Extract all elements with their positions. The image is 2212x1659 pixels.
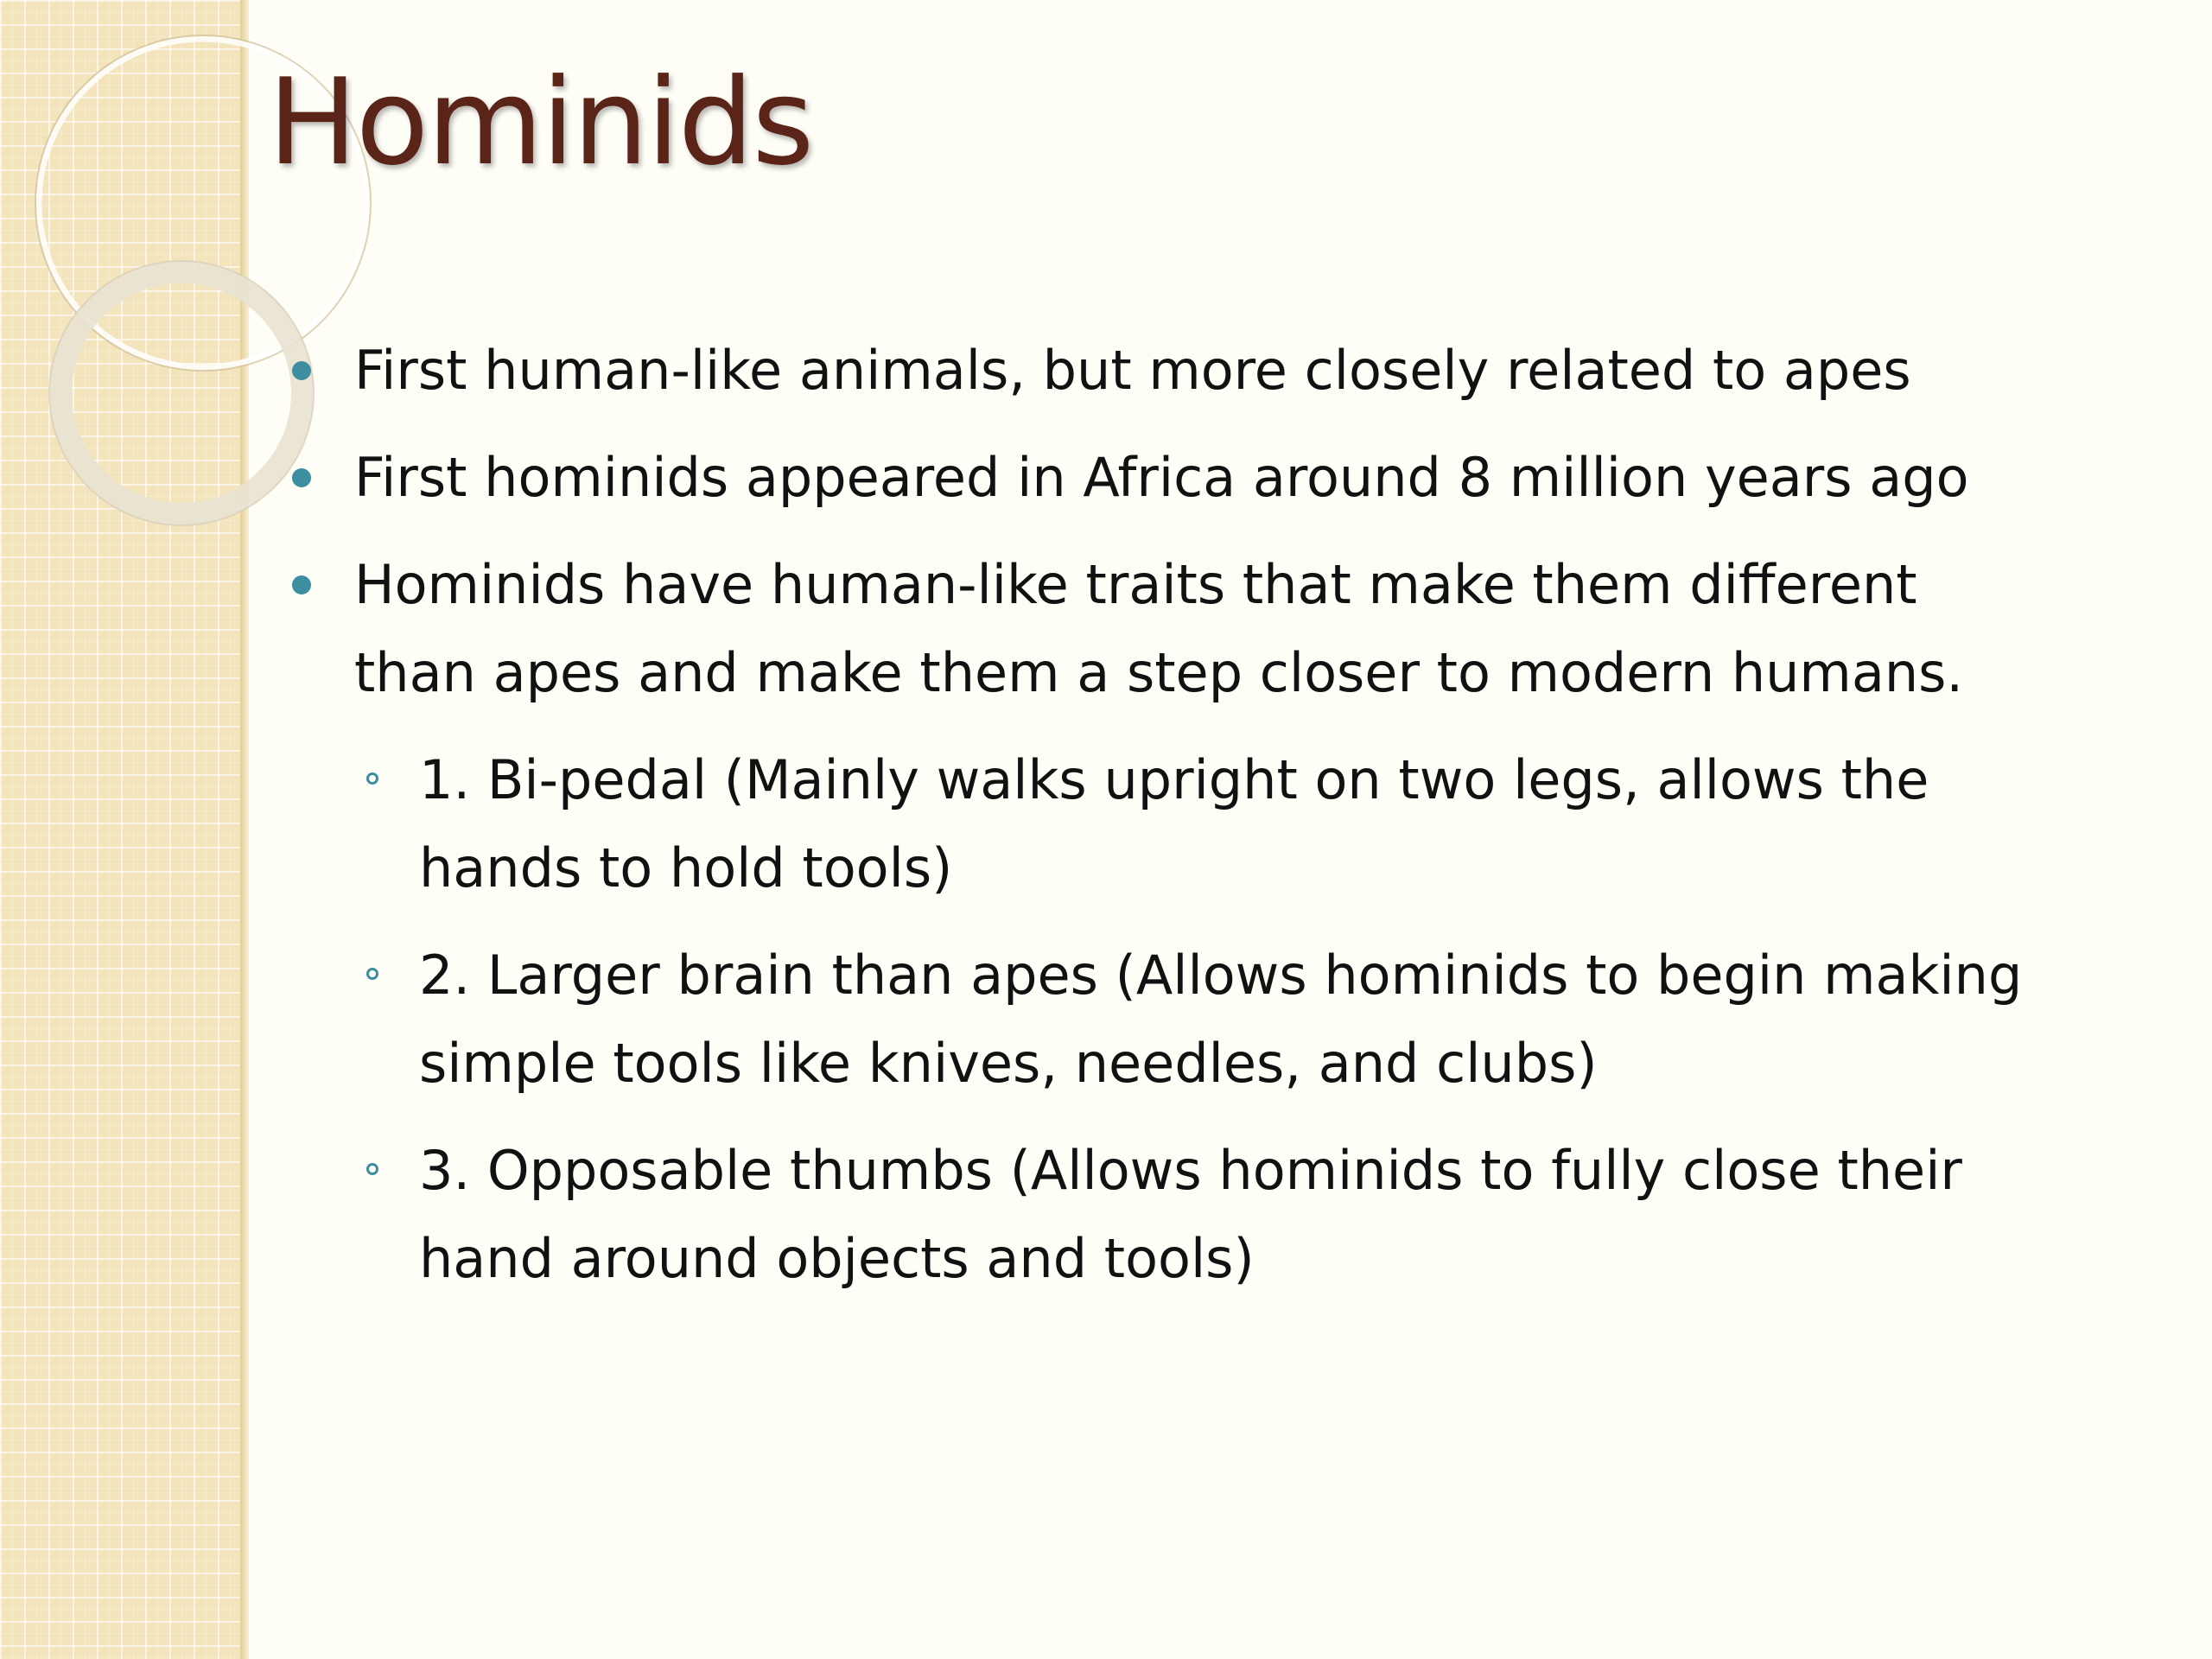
bullet-dot-icon (292, 361, 311, 380)
bullet-dot-icon (292, 468, 311, 487)
bullet-text: than apes and make them a step closer to modern humans. (354, 641, 1964, 704)
sub-bullet-text: 3. Opposable thumbs (Allows hominids to fully close their (419, 1139, 1962, 1202)
sub-bullet-text: 1. Bi-pedal (Mainly walks upright on two legs, allows the (419, 748, 1929, 811)
sidebar-edge (240, 0, 249, 1659)
slide-title: Hominids (268, 53, 813, 192)
bullet-text: First hominids appeared in Africa around 8 million years ago (354, 446, 1969, 509)
bullet-ring-icon (366, 968, 378, 980)
bullet-text: First human-like animals, but more closely related to apes (354, 339, 1911, 402)
sub-bullet-text: simple tools like knives, needles, and clubs) (419, 1032, 1598, 1095)
sub-bullet-text: 2. Larger brain than apes (Allows hominids to begin making (419, 944, 2023, 1007)
bullet-ring-icon (366, 772, 378, 785)
bullet-list (285, 327, 2186, 1322)
sub-bullet-item (285, 931, 2186, 1108)
bullet-item (285, 327, 2186, 415)
sub-bullet-text: hand around objects and tools) (419, 1227, 1255, 1290)
decorative-sidebar (0, 0, 247, 1659)
bullet-item (285, 541, 2186, 717)
sub-bullet-item (285, 736, 2186, 912)
sub-bullet-text: hands to hold tools) (419, 836, 953, 899)
bullet-text: Hominids have human-like traits that make them different (354, 553, 1917, 616)
bullet-dot-icon (292, 575, 311, 594)
sub-bullet-item (285, 1127, 2186, 1303)
bullet-item (285, 434, 2186, 522)
bullet-ring-icon (366, 1163, 378, 1175)
